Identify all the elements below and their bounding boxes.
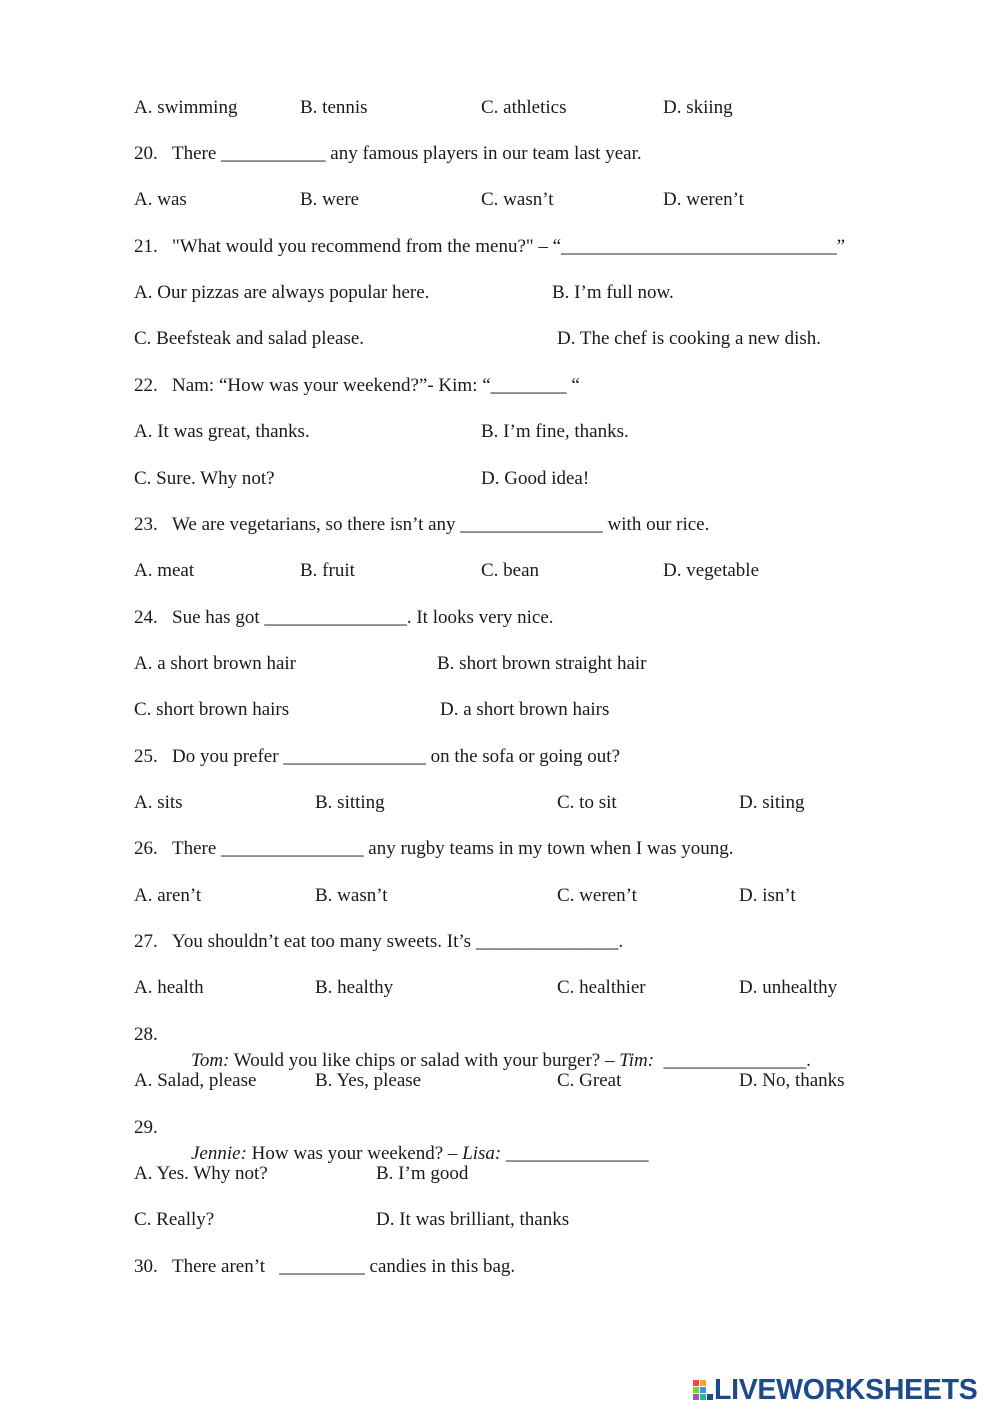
- q21-options-row1: [0, 280, 1000, 306]
- speaker-name: Jennie:: [191, 1143, 247, 1164]
- option-d[interactable]: D. isn’t: [739, 885, 796, 906]
- option-c[interactable]: C. Sure. Why not?: [134, 468, 275, 489]
- option-b[interactable]: B. I’m full now.: [552, 282, 674, 303]
- answer-blank: _______________: [501, 1143, 649, 1164]
- option-d[interactable]: D. weren’t: [663, 189, 744, 210]
- option-a[interactable]: A. swimming: [134, 97, 238, 118]
- option-c[interactable]: C. athletics: [481, 97, 567, 118]
- option-b[interactable]: B. I’m good: [376, 1163, 469, 1184]
- question-24: [0, 605, 1000, 631]
- speaker-name: Lisa:: [462, 1143, 502, 1164]
- option-b[interactable]: B. sitting: [315, 792, 385, 813]
- option-b[interactable]: B. short brown straight hair: [437, 653, 647, 674]
- question-29: [0, 1115, 1000, 1164]
- question-text-part: Would you like chips or salad with your burger? –: [229, 1050, 620, 1071]
- q27-options: [0, 975, 1000, 1001]
- option-a[interactable]: A. Our pizzas are always popular here.: [134, 282, 430, 303]
- option-c[interactable]: C. bean: [481, 560, 540, 581]
- option-c[interactable]: C. to sit: [557, 792, 617, 813]
- speaker-name: Tom:: [191, 1050, 230, 1071]
- option-d[interactable]: D. a short brown hairs: [440, 699, 610, 720]
- question-text: Sue has got _______________. It looks very nice.: [172, 607, 554, 628]
- option-a[interactable]: A. a short brown hair: [134, 653, 296, 674]
- option-c[interactable]: C. wasn’t: [481, 189, 554, 210]
- question-text: You shouldn’t eat too many sweets. It’s _______________.: [172, 931, 624, 952]
- q26-options: [0, 883, 1000, 909]
- q22-options-row2: [0, 466, 1000, 492]
- question-text: "What would you recommend from the menu?" – “_____________________________”: [172, 236, 845, 257]
- answer-blank: _______________.: [654, 1050, 811, 1071]
- question-27: [0, 929, 1000, 955]
- question-text: We are vegetarians, so there isn’t any _______________ with our rice.: [172, 514, 710, 535]
- q29-options-row2: [0, 1207, 1000, 1233]
- liveworksheets-icon: [692, 1379, 714, 1401]
- question-number: 27.: [134, 931, 158, 952]
- question-number: 20.: [134, 143, 158, 164]
- q23-options: [0, 558, 1000, 584]
- option-a[interactable]: A. health: [134, 977, 204, 998]
- question-text: There _______________ any rugby teams in my town when I was young.: [172, 838, 734, 859]
- option-d[interactable]: D. unhealthy: [739, 977, 838, 998]
- question-number: 22.: [134, 375, 158, 396]
- option-a[interactable]: A. aren’t: [134, 885, 202, 906]
- option-d[interactable]: D. vegetable: [663, 560, 760, 581]
- q24-options-row2: [0, 697, 1000, 723]
- question-text: Do you prefer _______________ on the sofa or going out?: [172, 746, 621, 767]
- q24-options-row1: [0, 651, 1000, 677]
- option-a[interactable]: A. Salad, please: [134, 1070, 257, 1091]
- brand-name: LIVEWORKSHEETS: [714, 1374, 978, 1406]
- option-c[interactable]: C. Beefsteak and salad please.: [134, 328, 365, 349]
- question-number: 30.: [134, 1256, 158, 1277]
- question-26: [0, 836, 1000, 862]
- q21-options-row2: [0, 326, 1000, 352]
- question-23: [0, 512, 1000, 538]
- speaker-name: Tim:: [619, 1050, 655, 1071]
- question-text-part: How was your weekend? –: [246, 1143, 463, 1164]
- option-b[interactable]: B. fruit: [300, 560, 355, 581]
- question-30: [0, 1254, 1000, 1280]
- option-b[interactable]: B. were: [300, 189, 360, 210]
- option-d[interactable]: D. It was brilliant, thanks: [376, 1209, 570, 1230]
- q28-options: [0, 1068, 1000, 1094]
- option-b[interactable]: B. Yes, please: [315, 1070, 422, 1091]
- question-number: 26.: [134, 838, 158, 859]
- option-a[interactable]: A. Yes. Why not?: [134, 1163, 268, 1184]
- q20-options: [0, 187, 1000, 213]
- option-c[interactable]: C. weren’t: [557, 885, 637, 906]
- option-d[interactable]: D. No, thanks: [739, 1070, 845, 1091]
- question-25: [0, 744, 1000, 770]
- option-c[interactable]: C. Really?: [134, 1209, 215, 1230]
- liveworksheets-logo: [692, 1374, 992, 1406]
- question-20: [0, 141, 1000, 167]
- option-b[interactable]: B. tennis: [300, 97, 368, 118]
- option-a[interactable]: A. was: [134, 189, 187, 210]
- question-number: 28.: [134, 1024, 158, 1045]
- question-number: 23.: [134, 514, 158, 535]
- option-b[interactable]: B. wasn’t: [315, 885, 388, 906]
- question-text: There ___________ any famous players in our team last year.: [172, 143, 642, 164]
- option-d[interactable]: D. The chef is cooking a new dish.: [557, 328, 822, 349]
- option-d[interactable]: D. skiing: [663, 97, 733, 118]
- option-a[interactable]: A. meat: [134, 560, 195, 581]
- question-number: 24.: [134, 607, 158, 628]
- option-c[interactable]: C. short brown hairs: [134, 699, 290, 720]
- option-d[interactable]: D. Good idea!: [481, 468, 590, 489]
- option-b[interactable]: B. I’m fine, thanks.: [481, 421, 629, 442]
- question-number: 21.: [134, 236, 158, 257]
- question-text: Nam: “How was your weekend?”- Kim: “________ “: [172, 375, 580, 396]
- q29-options-row1: [0, 1161, 1000, 1187]
- option-b[interactable]: B. healthy: [315, 977, 394, 998]
- option-c[interactable]: C. healthier: [557, 977, 646, 998]
- question-number: 25.: [134, 746, 158, 767]
- option-d[interactable]: D. siting: [739, 792, 805, 813]
- question-21: [0, 234, 1000, 260]
- q22-options-row1: [0, 419, 1000, 445]
- question-number: 29.: [134, 1117, 158, 1138]
- option-c[interactable]: C. Great: [557, 1070, 622, 1091]
- q19-options: [0, 95, 1000, 121]
- question-text: There aren’t _________ candies in this bag.: [172, 1256, 516, 1277]
- option-a[interactable]: A. sits: [134, 792, 183, 813]
- question-28: [0, 1022, 1000, 1071]
- question-22: [0, 373, 1000, 399]
- q25-options: [0, 790, 1000, 816]
- option-a[interactable]: A. It was great, thanks.: [134, 421, 310, 442]
